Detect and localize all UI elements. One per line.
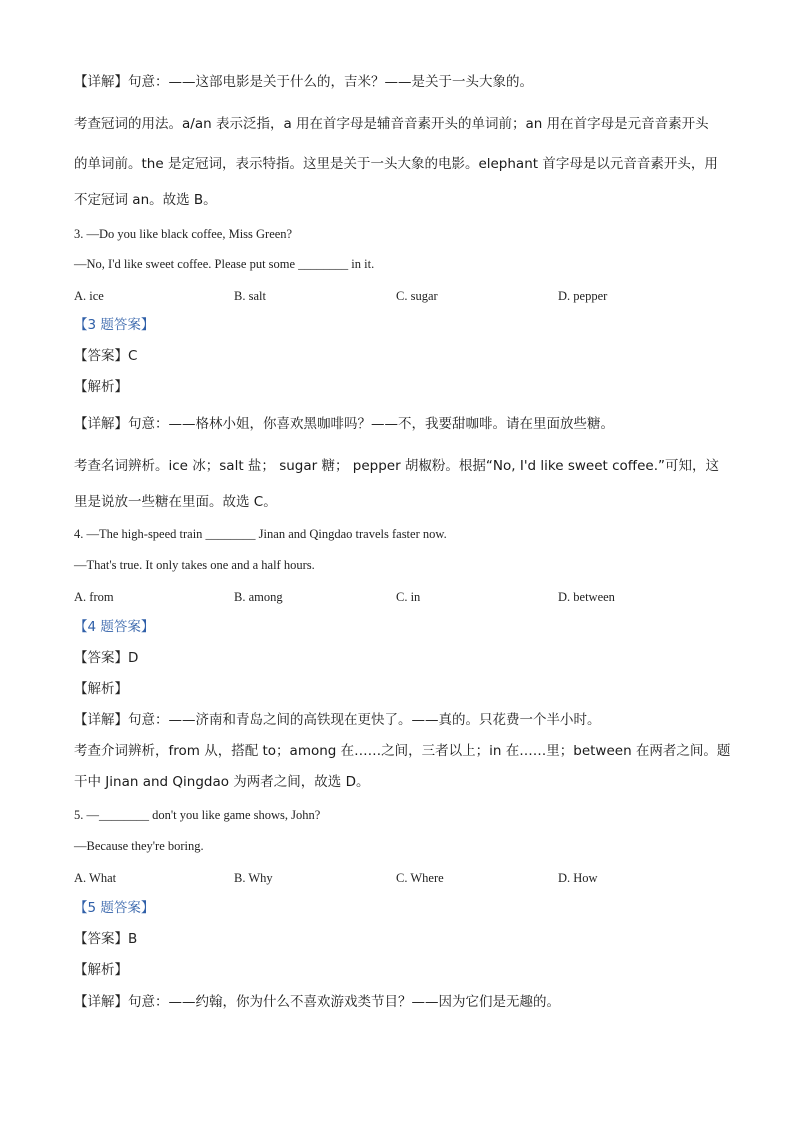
explanation-line: 不定冠词 an。故选 B。: [74, 192, 217, 208]
q5-option-c: C. Where: [396, 871, 444, 885]
q3-option-a: A. ice: [74, 289, 104, 303]
q4-option-c: C. in: [396, 590, 421, 604]
q5-detail: 【详解】句意：——约翰，你为什么不喜欢游戏类节目？——因为它们是无趣的。: [74, 994, 560, 1010]
q4-analysis-label: 【解析】: [74, 681, 128, 697]
explanation-line: 的单词前。the 是定冠词，表示特指。这里是关于一头大象的电影。elephant 首字母是以元音音素开头，用: [74, 156, 718, 172]
question-5-stem: 5. —________ don't you like game shows, John?: [74, 808, 321, 822]
q5-answer-tag: 【5 题答案】: [74, 900, 155, 916]
q5-option-d: D. How: [558, 871, 598, 885]
q3-explanation: 考查名词辨析。ice 冰；salt 盐； sugar 糖； pepper 胡椒粉。根据“No, I'd like sweet coffee.”可知，这: [74, 458, 719, 474]
q3-detail: 【详解】句意：——格林小姐，你喜欢黑咖啡吗？——不，我要甜咖啡。请在里面放些糖。: [74, 416, 614, 432]
question-3-stem-line2: —No, I'd like sweet coffee. Please put some ________ in it.: [74, 257, 375, 271]
question-5-stem-line2: —Because they're boring.: [74, 839, 204, 853]
explanation-line: 考查冠词的用法。a/an 表示泛指，a 用在首字母是辅音音素开头的单词前；an 用在首字母是元音音素开头: [74, 116, 709, 132]
q5-option-a: A. What: [74, 871, 117, 885]
q3-option-d: D. pepper: [558, 289, 608, 303]
q4-explanation-line2: 干中 Jinan and Qingdao 为两者之间，故选 D。: [74, 774, 370, 790]
q3-option-c: C. sugar: [396, 289, 438, 303]
q3-analysis-label: 【解析】: [74, 379, 128, 395]
q4-option-a: A. from: [74, 590, 114, 604]
q4-explanation: 考查介词辨析，from 从，搭配 to；among 在……之间，三者以上；in 在……里；between 在两者之间。题: [74, 743, 731, 759]
q3-answer: 【答案】C: [74, 348, 138, 364]
q5-analysis-label: 【解析】: [74, 962, 128, 978]
q5-option-b: B. Why: [234, 871, 273, 885]
q3-answer-tag: 【3 题答案】: [74, 317, 155, 333]
detail-line: 【详解】句意：——这部电影是关于什么的，吉米？——是关于一头大象的。: [74, 74, 533, 90]
q4-option-d: D. between: [558, 590, 615, 604]
q4-answer: 【答案】D: [74, 650, 139, 666]
q4-option-b: B. among: [234, 590, 283, 604]
question-4-stem-line2: —That's true. It only takes one and a half hours.: [74, 558, 315, 572]
q3-explanation-line2: 里是说放一些糖在里面。故选 C。: [74, 494, 277, 510]
q5-answer: 【答案】B: [74, 931, 138, 947]
q3-option-b: B. salt: [234, 289, 266, 303]
q4-answer-tag: 【4 题答案】: [74, 619, 155, 635]
question-3-stem: 3. —Do you like black coffee, Miss Green?: [74, 227, 293, 241]
q4-detail: 【详解】句意：——济南和青岛之间的高铁现在更快了。——真的。只花费一个半小时。: [74, 712, 601, 728]
question-4-stem: 4. —The high-speed train ________ Jinan and Qingdao travels faster now.: [74, 527, 447, 541]
